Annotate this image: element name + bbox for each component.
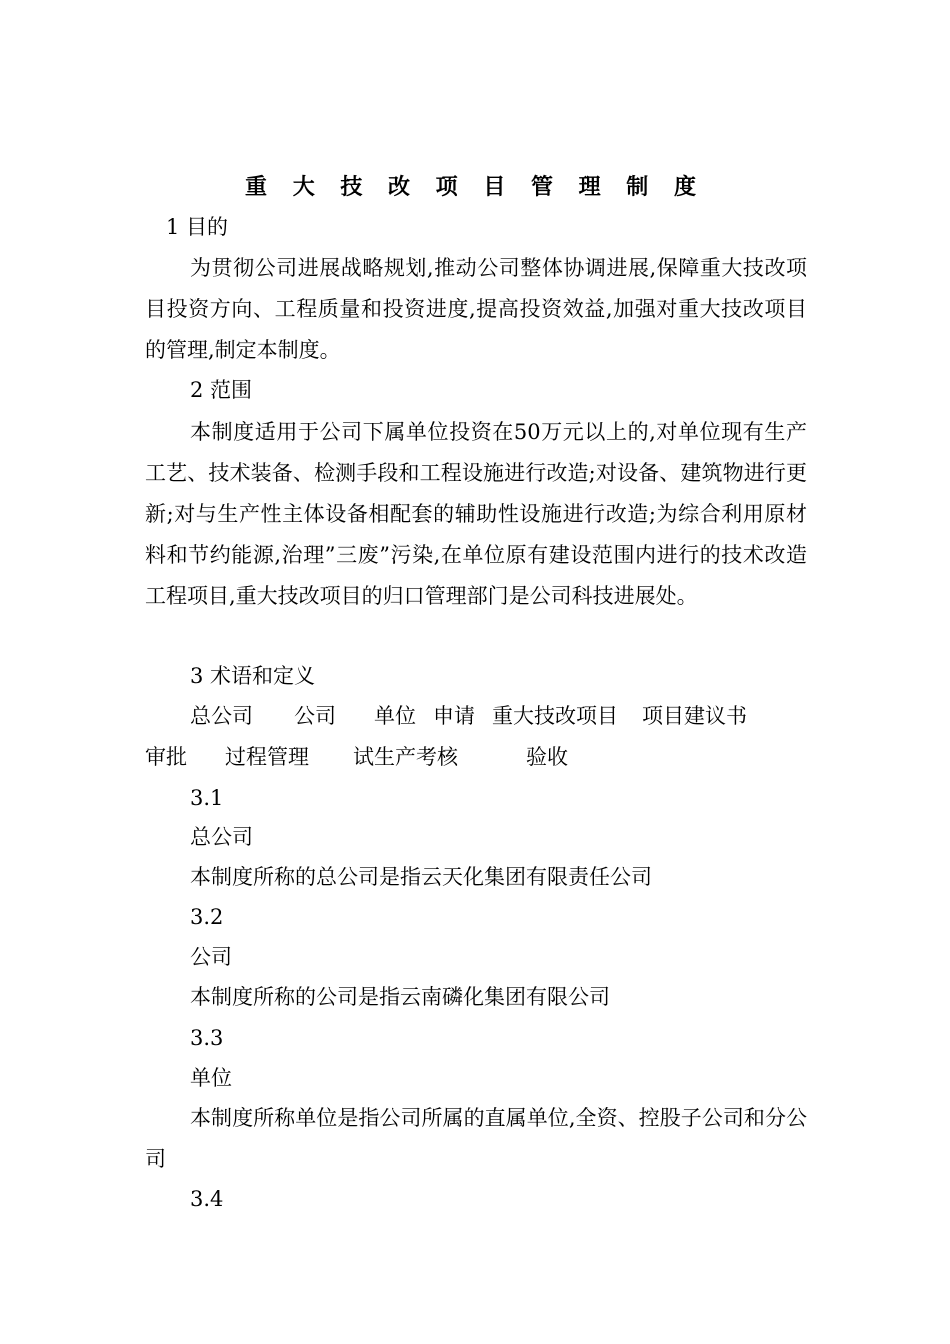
term-item: 过程管理 — [225, 745, 309, 769]
section-heading-scope: 2 范围 — [190, 378, 253, 402]
purpose-paragraph: 为贯彻公司进展战略规划,推动公司整体协调进展,保障重大技改项目投资方向、工程质量和投资进度,提高投资效益,加强对重大技改项目的管理,制定本制度。 — [145, 256, 807, 362]
term-item: 总公司 — [190, 704, 253, 728]
section-heading-terms: 3 术语和定义 — [190, 664, 316, 688]
term-name: 总公司 — [190, 825, 253, 849]
term-item: 验收 — [526, 745, 568, 769]
term-number: 3.2 — [190, 905, 224, 929]
term-definition: 本制度所称的总公司是指云天化集团有限责任公司 — [190, 865, 652, 889]
term-item: 审批 — [145, 745, 187, 769]
scope-paragraph: 本制度适用于公司下属单位投资在50万元以上的,对单位现有生产工艺、技术装备、检测手段和工程设施进行改造;对设备、建筑物进行更新;对与生产性主体设备相配套的辅助性设施进行改造;为综合利用原材料和节约能源,治理”三废”污染,在单位原有建设范围内进行的技术改造工程项目,重大技改项目的归口管理部门是公司科技进展处。 — [145, 420, 807, 608]
terms-list-line-1 — [190, 701, 747, 731]
term-name: 公司 — [190, 945, 232, 969]
term-item: 重大技改项目 — [492, 704, 618, 728]
term-item: 单位 — [374, 704, 416, 728]
term-name: 单位 — [190, 1066, 232, 1090]
term-item: 公司 — [294, 704, 336, 728]
term-number: 3.1 — [190, 786, 224, 810]
term-item: 试生产考核 — [353, 745, 458, 769]
term-item: 项目建议书 — [642, 704, 747, 728]
term-item: 申请 — [433, 704, 475, 728]
term-definition: 本制度所称的公司是指云南磷化集团有限公司 — [190, 985, 610, 1009]
term-number: 3.4 — [190, 1187, 224, 1211]
section-heading-purpose: 1 目的 — [166, 215, 229, 239]
document-title: 重 大 技 改 项 目 管 理 制 度 — [245, 174, 705, 200]
terms-list-line-2 — [145, 742, 568, 772]
term-number: 3.3 — [190, 1026, 224, 1050]
term-definition: 本制度所称单位是指公司所属的直属单位,全资、控股子公司和分公司 — [145, 1106, 807, 1171]
